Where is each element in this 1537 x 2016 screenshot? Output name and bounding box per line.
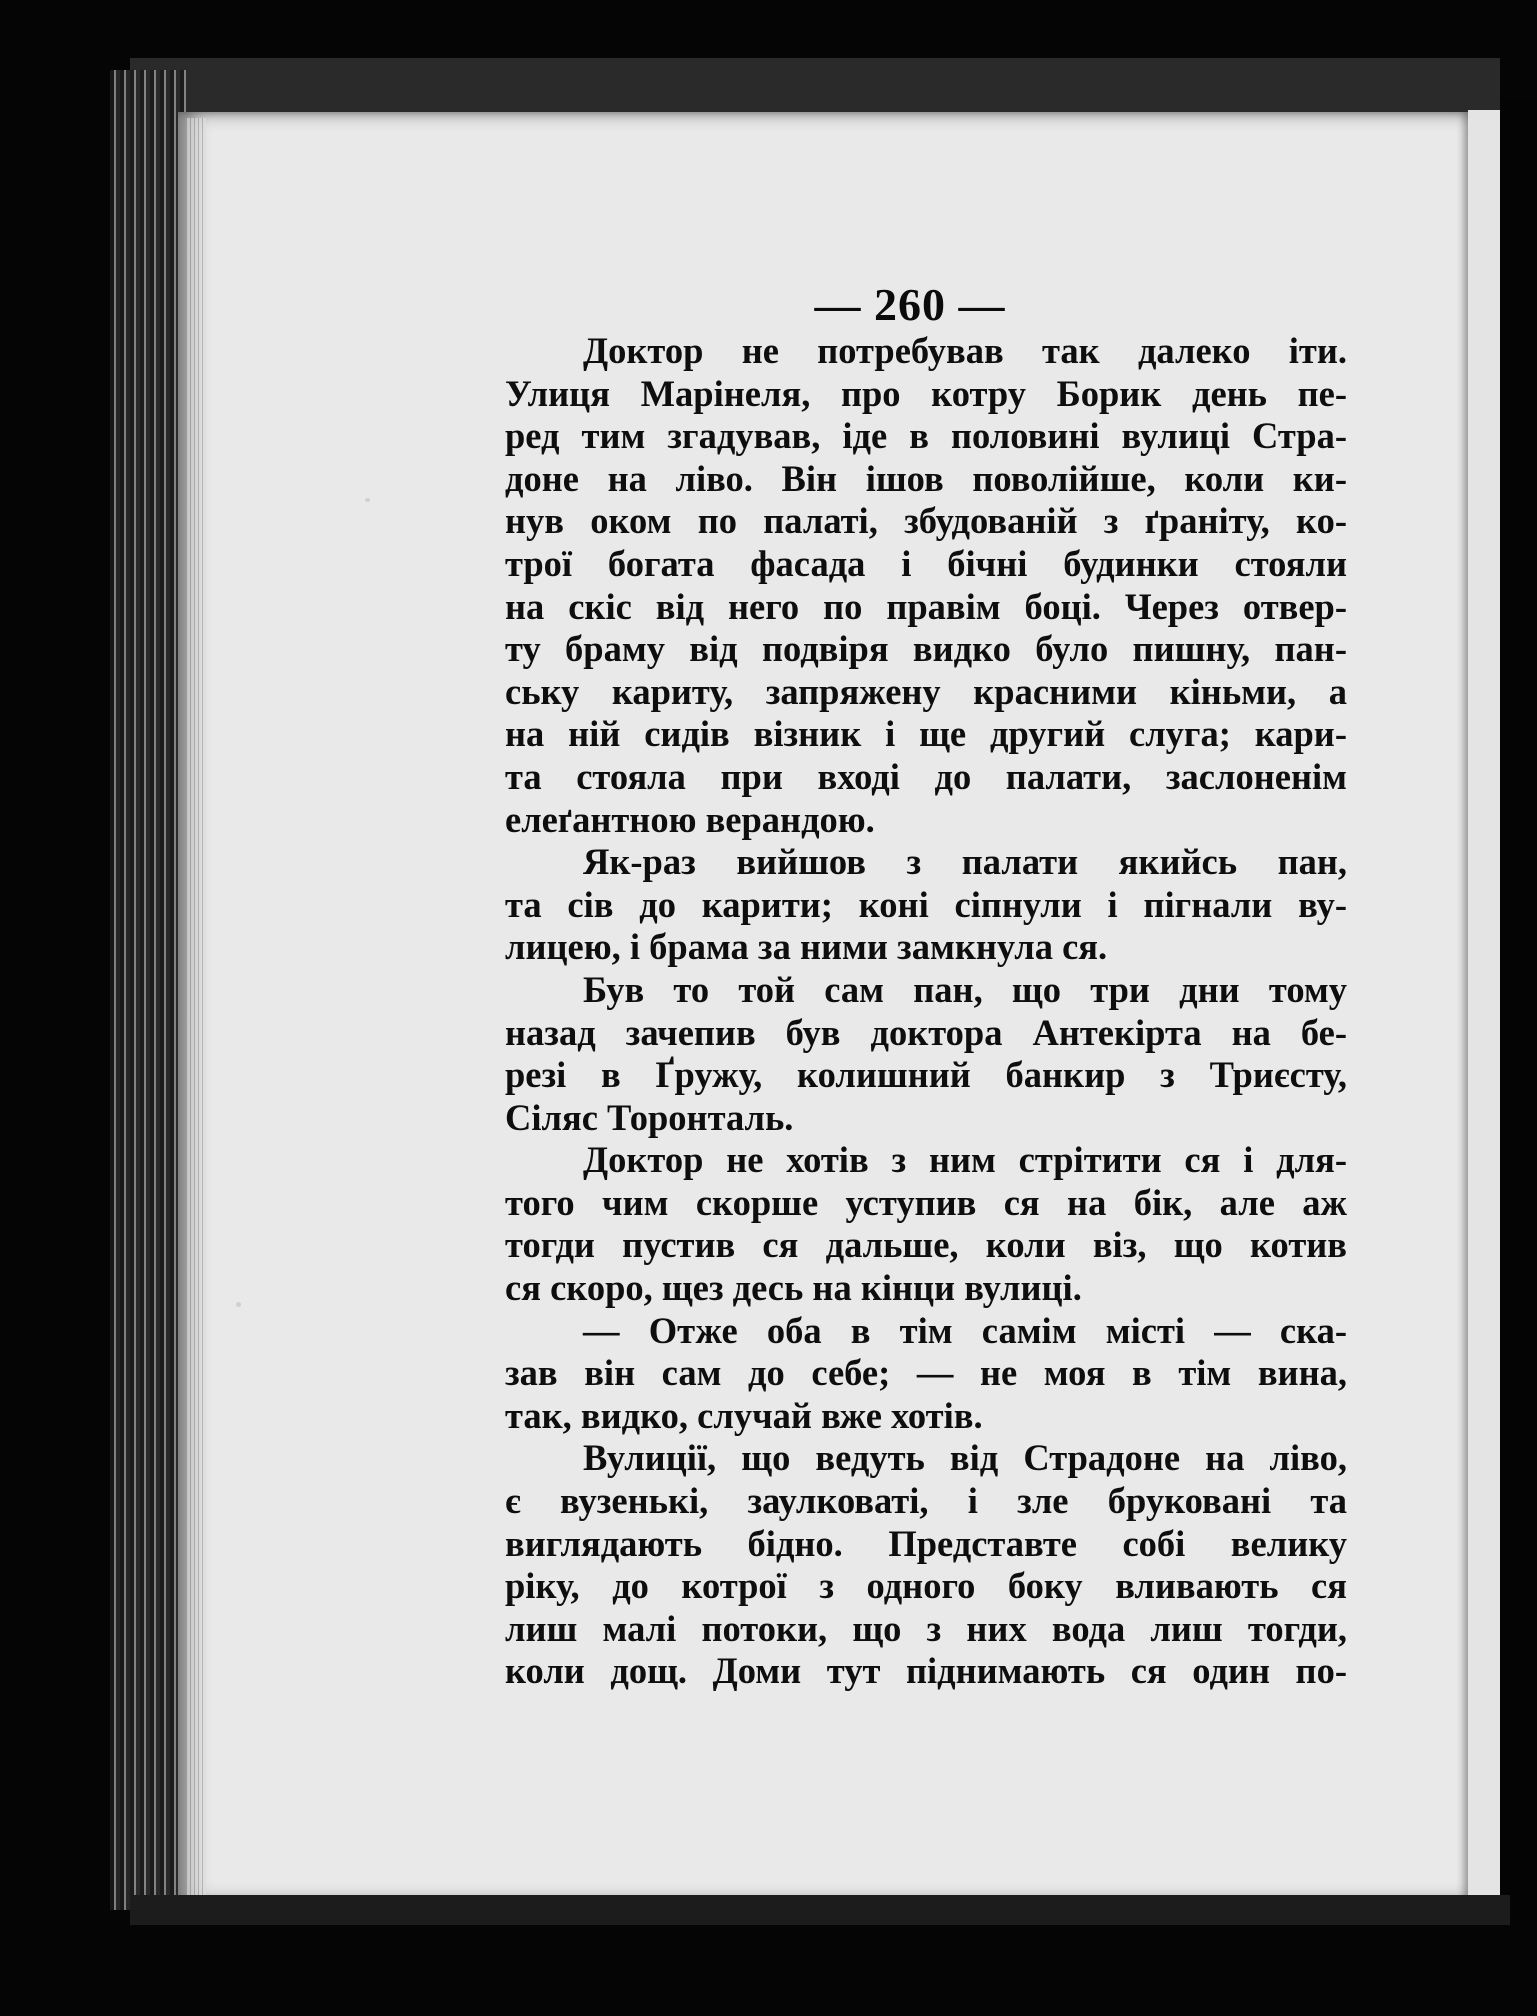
text-line: назад зачепив був доктора Антекірта на бе-	[505, 1011, 1347, 1053]
text-line: ську кариту, запряжену красними кіньми, а	[505, 670, 1347, 712]
text-line: коли дощ. Доми тут піднимають ся один по-	[505, 1650, 1347, 1692]
text-line: Був то той сам пан, що три дни тому	[583, 968, 1347, 1010]
text-line: Улиця Марінеля, про котру Борик день пе-	[505, 372, 1347, 414]
text-line: ту браму від подвіря видко було пишну, пан-	[505, 628, 1347, 670]
page-inner-edge	[186, 118, 206, 1898]
text-line: та сів до карити; коні сіпнули і пігнали ву-	[505, 883, 1347, 925]
text-line: зав він сам до себе; — не моя в тім вина,	[505, 1352, 1347, 1394]
text-line: того чим скорше уступив ся на бік, але аж	[505, 1181, 1347, 1223]
body-text	[505, 330, 1347, 1693]
text-line: Доктор не потребував так далеко іти.	[583, 330, 1347, 371]
text-line: ред тим згадував, іде в половині вулиці Стра-	[505, 415, 1347, 457]
text-line: та стояла при вході до палати, заслоненім	[505, 755, 1347, 797]
page-number: — 260 —	[814, 279, 1006, 330]
dust-speck	[365, 498, 370, 502]
text-line: ріку, до котрої з одного боку вливають ся	[505, 1565, 1347, 1607]
text-line: виглядають бідно. Представте собі велику	[505, 1522, 1347, 1564]
text-line: тогди пустив ся дальше, коли віз, що котив	[505, 1224, 1347, 1266]
text-line: Вулиції, що ведуть від Страдоне на ліво,	[583, 1437, 1347, 1479]
text-line: елеґантною верандою.	[505, 798, 875, 840]
text-line: на ній сидів візник і ще другий слуга; кари-	[505, 713, 1347, 755]
text-line: є вузенькі, заулковаті, і зле бруковані та	[505, 1480, 1347, 1522]
scan-border-bottom	[130, 1895, 1510, 1925]
text-line: на скіс від него по правім боці. Через отвер-	[505, 585, 1347, 627]
text-line: — Отже оба в тім самім місті — ска-	[583, 1309, 1347, 1351]
text-line: Сіляс Торонталь.	[505, 1096, 794, 1138]
text-line: доне на ліво. Він ішов поволійше, коли ки-	[505, 457, 1347, 499]
text-line: лицею, і брама за ними замкнула ся.	[505, 926, 1108, 968]
text-line: резі в Ґружу, колишний банкир з Триєсту,	[505, 1054, 1347, 1096]
text-line: Як-раз вийшов з палати якийсь пан,	[583, 841, 1347, 883]
text-line: так, видко, случай вже хотів.	[505, 1394, 983, 1436]
text-line: нув оком по палаті, збудованій з ґраніту, ко-	[505, 500, 1347, 542]
text-line: Доктор не хотів з ним стрітити ся і для-	[583, 1139, 1347, 1181]
dust-speck	[236, 1302, 241, 1307]
scan-border-right	[1500, 100, 1537, 1920]
text-line: ся скоро, щез десь на кінци вулиці.	[505, 1267, 1082, 1309]
text-line: трої богата фасада і бічні будинки стояли	[505, 542, 1347, 584]
text-line: лиш малі потоки, що з них вода лиш тогди,	[505, 1607, 1347, 1649]
